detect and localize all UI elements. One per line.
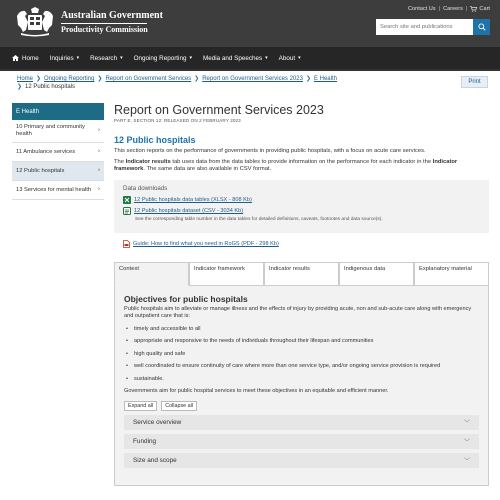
site-logo[interactable] <box>13 6 163 38</box>
cart-link[interactable] <box>470 6 490 12</box>
tab-explanatory-material[interactable]: Explanatory material <box>414 262 489 286</box>
chevron-down-icon: ▾ <box>298 55 301 61</box>
context-panel <box>114 286 489 486</box>
chevron-down-icon: ▾ <box>120 55 123 61</box>
sidebar-item-primary-community-health[interactable]: 10 Primary and community health › <box>12 120 104 143</box>
chevron-right-icon: › <box>98 167 100 174</box>
nav-home[interactable]: Home <box>12 47 39 69</box>
cart-label: Cart <box>479 6 490 12</box>
downloads-heading: Data downloads <box>123 184 168 192</box>
list-item: • well coordinated to ensure continuity of care where more than one service type, and/or ongoing service provision is required <box>134 363 479 371</box>
chevron-right-icon: › <box>98 127 100 134</box>
intro-text: This section reports on the performance of governments in providing public hospitals, with a focus on acute care services. <box>114 148 426 154</box>
accordion-size-scope[interactable]: Size and scope ﹀ <box>124 453 479 468</box>
objectives-closing: Governments aim for public hospital services to meet these objectives in an equitable and efficient manner. <box>124 388 389 395</box>
logo-divider <box>61 23 147 24</box>
breadcrumb-ongoing-reporting[interactable]: Ongoing Reporting <box>44 76 95 82</box>
chevron-right-icon: ❯ <box>97 76 103 82</box>
pdf-file-icon <box>123 240 130 248</box>
sidebar-item-public-hospitals[interactable]: 12 Public hospitals › <box>12 162 104 181</box>
list-item: • appropriate and responsive to the needs of individuals throughout their lifespan and communities <box>134 338 479 346</box>
agency-name: Productivity Commission <box>61 24 148 34</box>
chevron-down-icon: ﹀ <box>463 440 470 447</box>
breadcrumb-home[interactable]: Home <box>17 76 34 82</box>
guide-pdf-link[interactable]: Guide: How to find what you need in RoGS (PDF - 298 Kb) <box>133 240 279 247</box>
link-separator: | <box>465 6 468 12</box>
list-item: • sustainable. <box>134 376 479 384</box>
chevron-down-icon: ▾ <box>76 55 80 61</box>
search-icon <box>478 23 486 31</box>
content-tabs <box>114 262 489 286</box>
list-item: • high quality and safe <box>134 351 479 359</box>
nav-research[interactable]: Research ▾ <box>90 54 123 62</box>
breadcrumb-rogs-2023[interactable]: Report on Government Services 2023 <box>202 76 303 82</box>
list-item: • timely and accessible to all <box>134 326 479 334</box>
tab-indicator-results[interactable]: Indicator results <box>264 262 339 286</box>
print-button[interactable]: Print <box>461 76 488 88</box>
collapse-all-button[interactable]: Collapse all <box>161 401 197 411</box>
objectives-intro: Public hospitals aim to alleviate or manage illness and the effects of injury by providing acute, non and sub-acute care along with emergency and outpatient care that is: <box>124 305 472 320</box>
breadcrumb <box>17 75 437 91</box>
search-button[interactable] <box>473 19 490 35</box>
chevron-down-icon: ﹀ <box>463 459 470 466</box>
gov-name: Australian Government <box>61 9 163 21</box>
expand-all-button[interactable]: Expand all <box>124 401 157 411</box>
contact-us-link[interactable]: Contact Us <box>407 6 436 12</box>
accordion-funding[interactable]: Funding ﹀ <box>124 434 479 449</box>
site-header <box>0 0 500 47</box>
search-input[interactable] <box>376 19 473 35</box>
link-separator: | <box>438 6 441 12</box>
chevron-right-icon: ❯ <box>305 76 311 82</box>
chevron-right-icon: › <box>98 148 100 155</box>
coat-of-arms-icon <box>13 6 57 38</box>
main-nav <box>0 47 500 71</box>
excel-file-icon <box>123 196 131 204</box>
section-sidebar <box>12 103 104 200</box>
accordion-service-overview[interactable]: Service overview ﹀ <box>124 415 479 430</box>
sidebar-item-mental-health[interactable]: 13 Services for mental health › <box>12 181 104 200</box>
nav-media-speeches[interactable]: Media and Speeches ▾ <box>202 54 268 62</box>
chevron-down-icon: ▾ <box>265 55 268 61</box>
tab-indigenous-data[interactable]: Indigenous data <box>339 262 414 286</box>
chevron-down-icon: ﹀ <box>463 421 470 428</box>
nav-about[interactable]: About ▾ <box>278 54 301 62</box>
section-title: 12 Public hospitals <box>114 135 196 145</box>
sidebar-item-ambulance-services[interactable]: 11 Ambulance services › <box>12 143 104 162</box>
breadcrumb-rogs[interactable]: Report on Government Services <box>105 76 192 82</box>
main-content <box>114 103 489 486</box>
chevron-right-icon: ❯ <box>36 76 42 82</box>
breadcrumb-e-health[interactable]: E Health <box>313 76 337 82</box>
nav-inquiries[interactable]: Inquiries ▾ <box>49 54 80 62</box>
sidebar-heading[interactable]: E Health <box>12 103 104 120</box>
careers-link[interactable]: Careers <box>443 6 463 12</box>
utility-links <box>408 6 490 12</box>
chevron-right-icon: › <box>98 186 100 193</box>
breadcrumb-current: 12 Public hospitals <box>25 84 76 90</box>
indicator-text: The Indicator results tab uses data from the data tables to provide information on the performance for each indicator in the Indicator framework. The same data are also available in CSV format. <box>114 158 458 173</box>
tab-context[interactable]: Context <box>114 262 189 286</box>
chevron-right-icon: ❯ <box>194 76 200 82</box>
chevron-down-icon: ▾ <box>189 55 192 61</box>
objectives-heading: Objectives for public hospitals <box>124 293 248 304</box>
page-title: Report on Government Services 2023 <box>114 103 324 117</box>
home-icon <box>12 55 19 61</box>
xlsx-download-link[interactable]: 12 Public hospitals data tables (XLSX - 808 Kb) <box>134 196 252 203</box>
tab-indicator-framework[interactable]: Indicator framework <box>189 262 264 286</box>
release-info: PART E, SECTION 12: RELEASED ON 2 FEBRUARY 2023 <box>114 118 241 123</box>
downloads-note: See the corresponding table number in the data tables for detailed definitions, caveats, footnotes and data source(s). <box>135 216 383 222</box>
csv-download-link[interactable]: 12 Public hospitals dataset (CSV - 3034 Kb) <box>134 207 244 214</box>
data-downloads-box <box>114 180 489 233</box>
search-form <box>376 19 490 35</box>
chevron-right-icon: ❯ <box>17 84 23 90</box>
nav-ongoing-reporting[interactable]: Ongoing Reporting ▾ <box>133 54 192 62</box>
cart-icon <box>470 6 477 12</box>
csv-file-icon <box>123 207 131 215</box>
objectives-list <box>124 326 479 384</box>
